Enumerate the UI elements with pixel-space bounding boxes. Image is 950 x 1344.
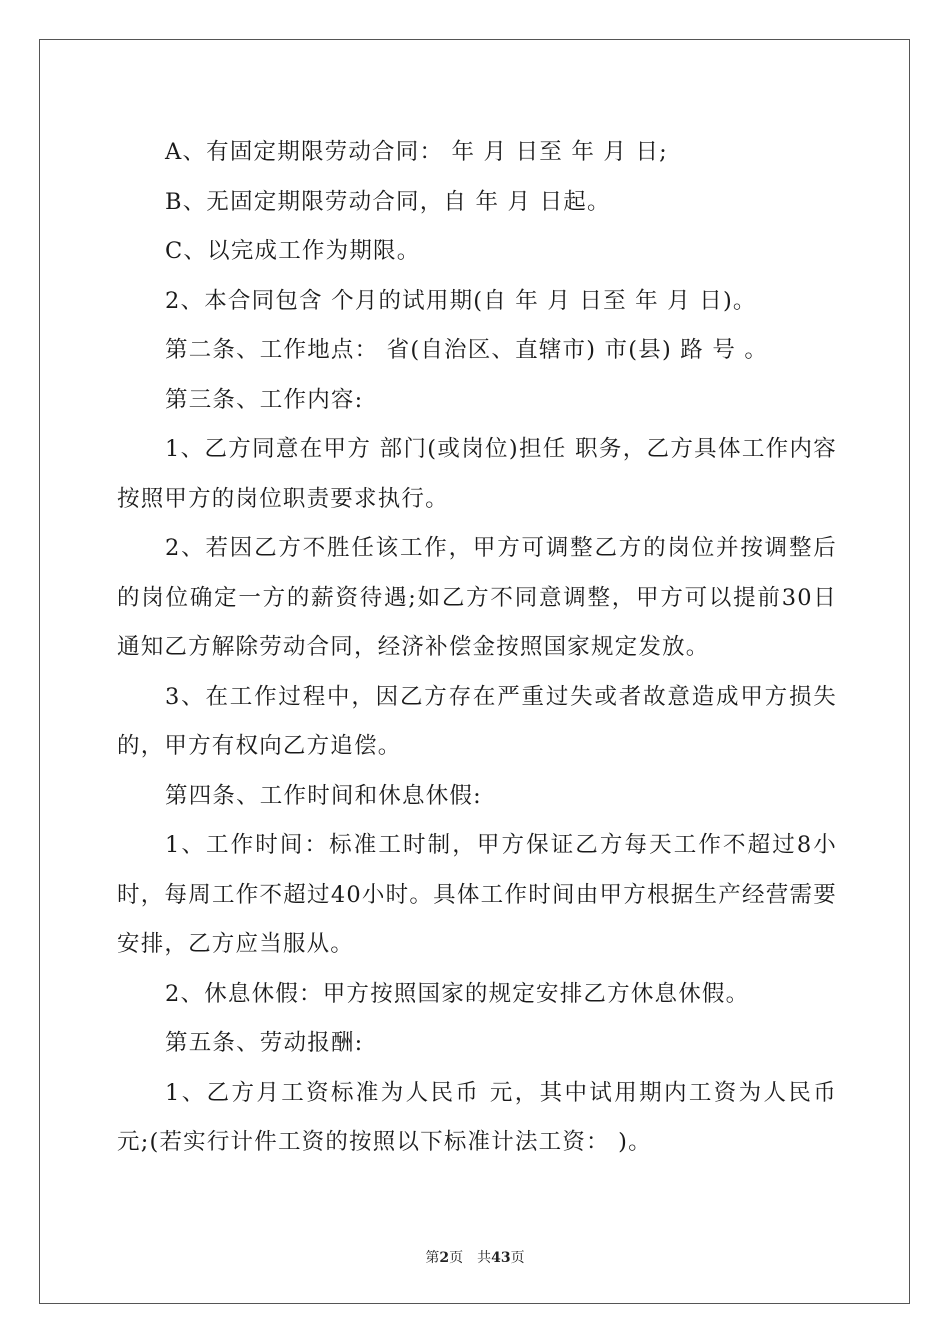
paragraph-task-term: C、以完成工作为期限。 <box>165 238 421 264</box>
paragraph-probation: 2、本合同包含 个月的试用期(自 年 月 日至 年 月 日)。 <box>165 287 757 314</box>
section-heading-work-location: 第二条、工作地点： 省(自治区、直辖市) 市(县) 路 号 。 <box>165 337 769 363</box>
footer-page-total: 43 <box>491 1250 511 1266</box>
footer-page-current: 2 <box>439 1250 450 1266</box>
paragraph-work-content-2: 2、若因乙方不胜任该工作，甲方可调整乙方的岗位并按调整后的岗位确定一方的薪资待遇;如乙方不同意调整，甲方可以提前30日通知乙方解除劳动合同，经济补偿金按照国家规定发放。 <box>117 535 837 660</box>
footer-page-prefix: 第 <box>425 1250 440 1266</box>
footer-total-unit: 页 <box>510 1250 525 1266</box>
document-body <box>117 128 837 1168</box>
paragraph-open-term: B、无固定期限劳动合同，自 年 月 日起。 <box>165 188 611 215</box>
footer-total-prefix: 共 <box>477 1250 492 1266</box>
page-footer <box>0 1247 950 1267</box>
paragraph-work-content-3: 3、在工作过程中，因乙方存在严重过失或者故意造成甲方损失的，甲方有权向乙方追偿。 <box>117 683 837 759</box>
section-heading-work-hours: 第四条、工作时间和休息休假: <box>165 782 482 809</box>
footer-page-unit: 页 <box>449 1250 464 1266</box>
paragraph-work-content-1: 1、乙方同意在甲方 部门(或岗位)担任 职务，乙方具体工作内容按照甲方的岗位职责要求执行。 <box>117 436 837 512</box>
section-heading-work-content: 第三条、工作内容: <box>165 386 364 413</box>
paragraph-compensation-1: 1、乙方月工资标准为人民币 元，其中试用期内工资为人民币 元;(若实行计件工资的按照以下标准计法工资： )。 <box>117 1079 837 1155</box>
section-heading-compensation: 第五条、劳动报酬: <box>165 1030 364 1056</box>
paragraph-fixed-term: A、有固定期限劳动合同： 年 月 日至 年 月 日; <box>165 139 668 165</box>
paragraph-work-hours-1: 1、工作时间：标准工时制，甲方保证乙方每天工作不超过8小时，每周工作不超过40小时。具体工作时间由甲方根据生产经营需要安排，乙方应当服从。 <box>117 832 837 957</box>
paragraph-work-hours-2: 2、休息休假：甲方按照国家的规定安排乙方休息休假。 <box>165 980 750 1007</box>
